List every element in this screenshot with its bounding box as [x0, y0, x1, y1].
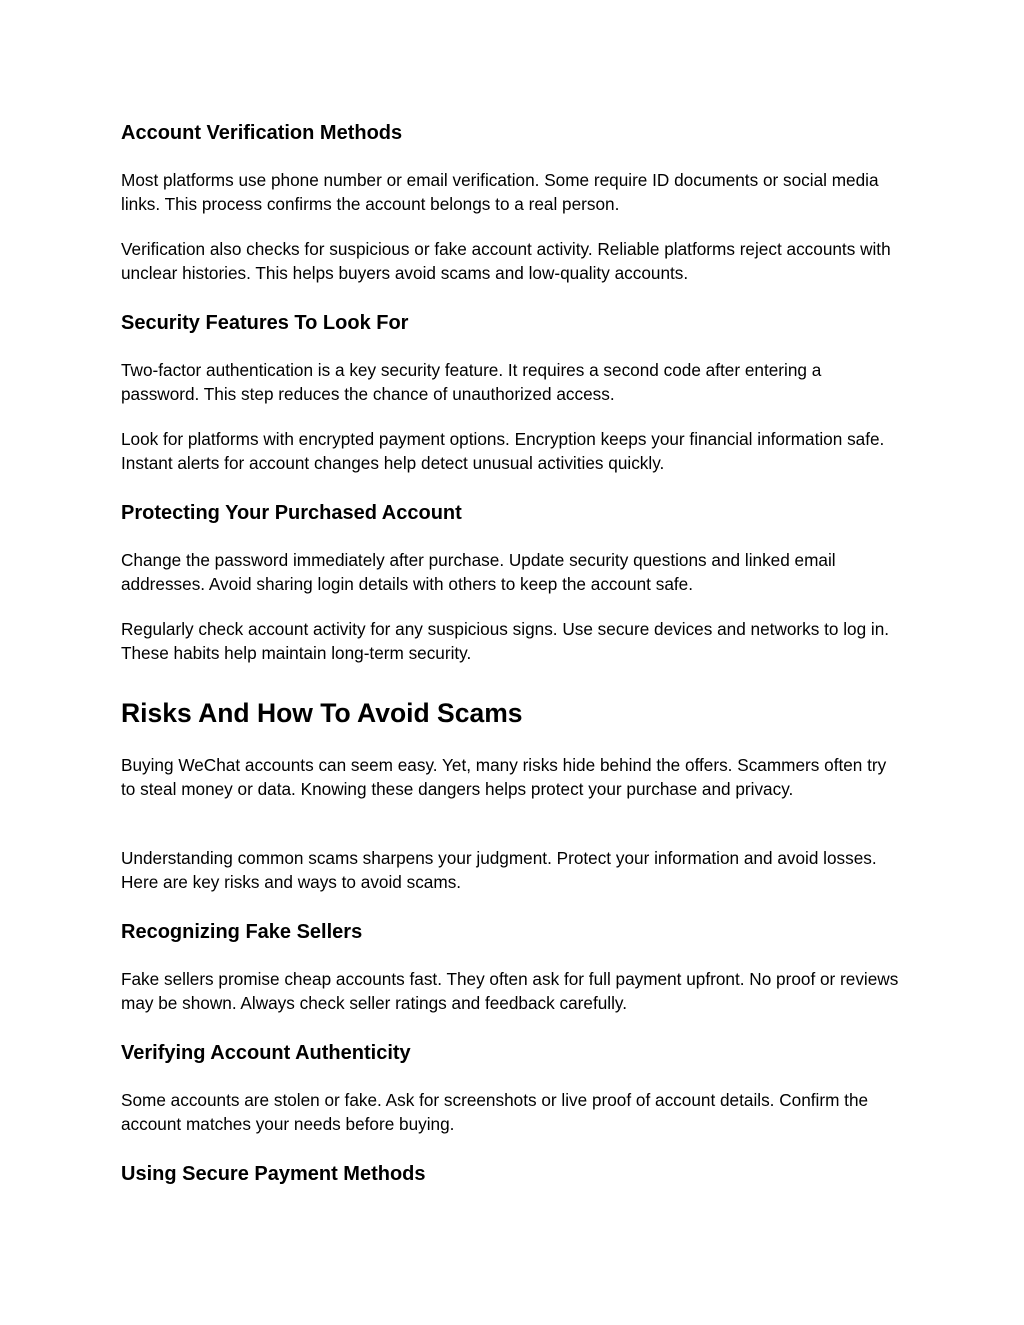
section-heading-risks: Risks And How To Avoid Scams [121, 698, 523, 728]
section-heading-fake-sellers: Recognizing Fake Sellers [121, 921, 363, 943]
paragraph: Most platforms use phone number or email verification. Some require ID documents or social media links. This process confirms the account belongs to a real person. [121, 170, 879, 215]
paragraph: Regularly check account activity for any suspicious signs. Use secure devices and networks to log in. These habits help maintain long-term security. [121, 619, 890, 664]
paragraph: Buying WeChat accounts can seem easy. Yet, many risks hide behind the offers. Scammers often try to steal money or data. Knowing these dangers helps protect your purchase and privacy. [121, 755, 887, 800]
paragraph: Fake sellers promise cheap accounts fast. They often ask for full payment upfront. No proof or reviews may be shown. Always check seller ratings and feedback carefully. [121, 969, 899, 1014]
section-heading-secure-payment: Using Secure Payment Methods [121, 1163, 426, 1185]
paragraph: Two-factor authentication is a key security feature. It requires a second code after entering a password. This step reduces the chance of unauthorized access. [121, 360, 822, 405]
paragraph: Understanding common scams sharpens your judgment. Protect your information and avoid losses. Here are key risks and ways to avoid scams. [121, 848, 877, 893]
section-heading-verifying-authenticity: Verifying Account Authenticity [121, 1042, 411, 1064]
section-heading-protecting-account: Protecting Your Purchased Account [121, 502, 462, 524]
paragraph: Some accounts are stolen or fake. Ask for screenshots or live proof of account details. Confirm the account matches your needs before buying. [121, 1090, 869, 1135]
paragraph: Look for platforms with encrypted payment options. Encryption keeps your financial information safe. Instant alerts for account changes help detect unusual activities quickly. [121, 429, 885, 474]
section-heading-account-verification: Account Verification Methods [121, 122, 403, 144]
section-heading-security-features: Security Features To Look For [121, 312, 409, 334]
paragraph: Verification also checks for suspicious or fake account activity. Reliable platforms reject accounts with unclear histories. This helps buyers avoid scams and low-quality accounts. [121, 239, 891, 284]
paragraph: Change the password immediately after purchase. Update security questions and linked email addresses. Avoid sharing login details with others to keep the account safe. [121, 550, 836, 595]
